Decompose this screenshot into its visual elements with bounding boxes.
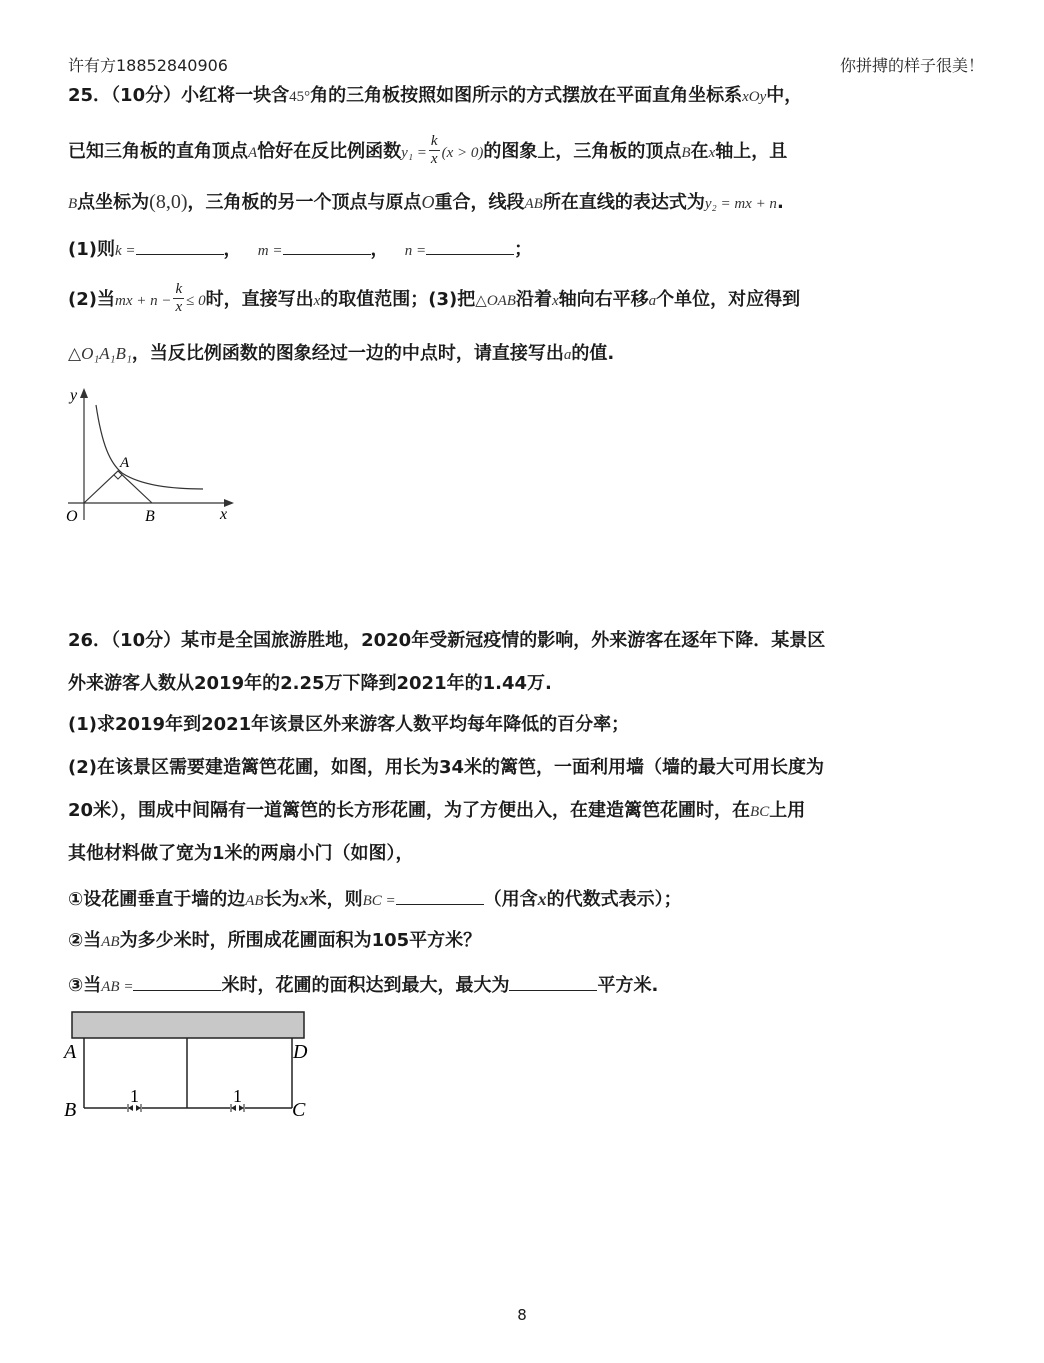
q26-line8: ②当AB为多少米时，所围成花圃面积为105平方米？	[68, 930, 482, 951]
answer-blank-m[interactable]	[283, 236, 371, 255]
answer-blank-max-area[interactable]	[509, 972, 597, 991]
q25-line5: (2)当mx + n − $\frac{k}{x}$ ≤ 0时，直接写出x的取值范围；(3)把△OAB沿着x轴向右平移a个单位，对应得到	[68, 280, 801, 315]
label-A: A	[120, 455, 130, 471]
header-right: 你拼搏的样子很美！	[839, 56, 984, 75]
label-B: B	[64, 1099, 77, 1121]
header-left: 许有方18852840906	[68, 56, 228, 75]
label-O: O	[66, 508, 78, 525]
label-x: x	[220, 506, 228, 523]
q26-figure	[62, 1008, 317, 1123]
q26-line4: (2)在该景区需要建造篱笆花圃，如图，用长为34米的篱笆，一面利用墙（墙的最大可用长度为	[68, 757, 825, 778]
q26-line1: 26．（10分）某市是全国旅游胜地，2020年受新冠疫情的影响，外来游客在逐年下降．某景区	[68, 630, 826, 651]
answer-blank-k[interactable]	[136, 236, 224, 255]
answer-blank-bc[interactable]	[396, 886, 484, 905]
q25-line1: 25．（10分）小红将一块含45°角的三角板按照如图所示的方式摆放在平面直角坐标系xOy中，	[68, 85, 803, 106]
label-C: C	[292, 1099, 306, 1121]
label-A: A	[64, 1041, 77, 1063]
label-D: D	[293, 1041, 308, 1063]
q25-line3: B点坐标为(8,0)，三角板的另一个顶点与原点O重合，线段AB所在直线的表达式为y₂ = mx + n.	[68, 191, 784, 213]
gate1-label: 1	[130, 1086, 139, 1106]
q25-line4: (1)则k = ， m = ， n = ；	[68, 236, 532, 263]
y-axis-arrow	[80, 388, 88, 398]
q25-line6: △O₁A₁B₁，当反比例函数的图象经过一边的中点时，请直接写出a的值.	[68, 343, 615, 364]
fraction-k-over-x-2: $\frac{k}{x}$	[175, 280, 183, 315]
answer-blank-ab[interactable]	[133, 972, 221, 991]
q25-figure	[60, 385, 245, 530]
gate2-label: 1	[233, 1086, 242, 1106]
fraction-k-over-x: $\frac{k}{x}$	[430, 132, 438, 167]
page-number: 8	[517, 1306, 527, 1324]
q26-line7: ①设花圃垂直于墙的边AB长为x米，则BC = （用含x的代数式表示）；	[68, 886, 682, 913]
q26-line2: 外来游客人数从2019年的2.25万下降到2021年的1.44万.	[68, 673, 552, 694]
q25-line2: 已知三角板的直角顶点A恰好在反比例函数y₁ = $\frac{k}{x}$ (x > 0)的图象上，三角板的顶点B在x轴上，且	[68, 132, 788, 167]
right-angle-mark	[114, 475, 122, 479]
q26-line5: 20米），围成中间隔有一道篱笆的长方形花圃，为了方便出入，在建造篱笆花圃时，在BC上用	[68, 800, 806, 821]
label-y: y	[70, 387, 78, 404]
answer-blank-n[interactable]	[426, 236, 514, 255]
triangle-OAB	[84, 471, 152, 503]
q26-line6: 其他材料做了宽为1米的两扇小门（如图），	[68, 843, 414, 864]
q26-line9: ③当AB = 米时，花圃的面积达到最大，最大为 平方米.	[68, 972, 658, 999]
q26-line3: (1)求2019年到2021年该景区外来游客人数平均每年降低的百分率；	[68, 714, 630, 735]
wall	[72, 1012, 304, 1038]
label-B: B	[145, 508, 155, 525]
